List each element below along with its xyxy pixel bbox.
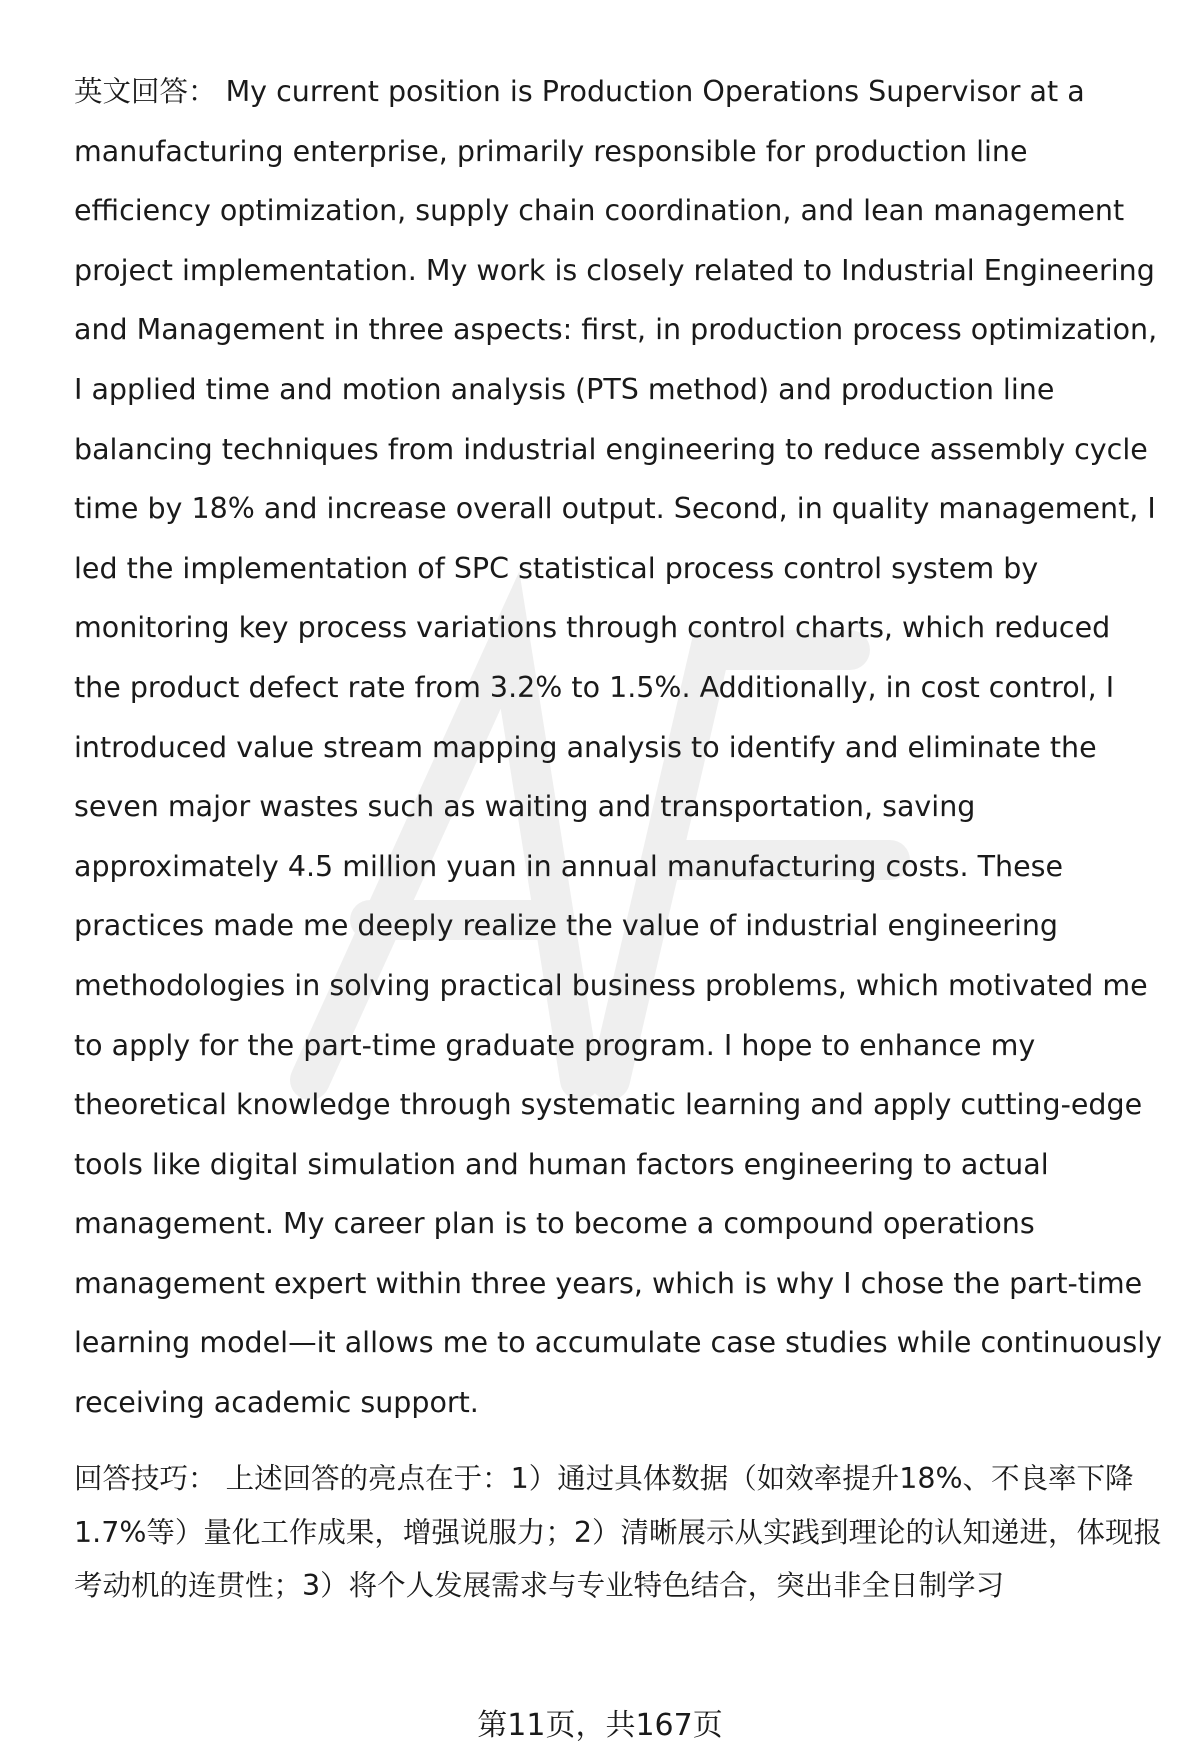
answer-tips xyxy=(74,1452,1164,1613)
tips-label: 回答技巧： xyxy=(74,1462,217,1495)
answer-text: My current position is Production Operations Supervisor at a manufacturing enterprise, primarily responsible for production line efficiency optimization, supply chain coordination, and lean management project implementation. My work is closely related to Industrial Engineering and Management in three aspects: first, in production process optimization, I applied time and motion analysis (PTS method) and production line balancing techniques from industrial engineering to reduce assembly cycle time by 18% and increase overall output. Second, in quality management, I led the implementation of SPC statistical process control system by monitoring key process variations through control charts, which reduced the product defect rate from 3.2% to 1.5%. Additionally, in cost control, I introduced value stream mapping analysis to identify and eliminate the seven major wastes such as waiting and transportation, saving approximately 4.5 million yuan in annual manufacturing costs. These practices made me deeply realize the value of industrial engineering methodologies in solving practical business problems, which motivated me to apply for the part-time graduate program. I hope to enhance my theoretical knowledge through systematic learning and apply cutting-edge tools like digital simulation and human factors engineering to actual management. My career plan is to become a compound operations management expert within three years, which is why I chose the part-time learning model—it allows me to accumulate case studies while continuously receiving academic support. xyxy=(74,75,1162,1420)
tips-text: 上述回答的亮点在于：1）通过具体数据（如效率提升18%、不良率下降1.7%等）量化工作成果，增强说服力；2）清晰展示从实践到理论的认知递进，体现报考动机的连贯性；3）将个人发展需求与专业特色结合，突出非全日制学习 xyxy=(74,1462,1163,1602)
answer-label: 英文回答： xyxy=(74,75,217,108)
page-indicator: 第11页，共167页 xyxy=(477,1708,723,1743)
english-answer xyxy=(74,62,1164,1433)
